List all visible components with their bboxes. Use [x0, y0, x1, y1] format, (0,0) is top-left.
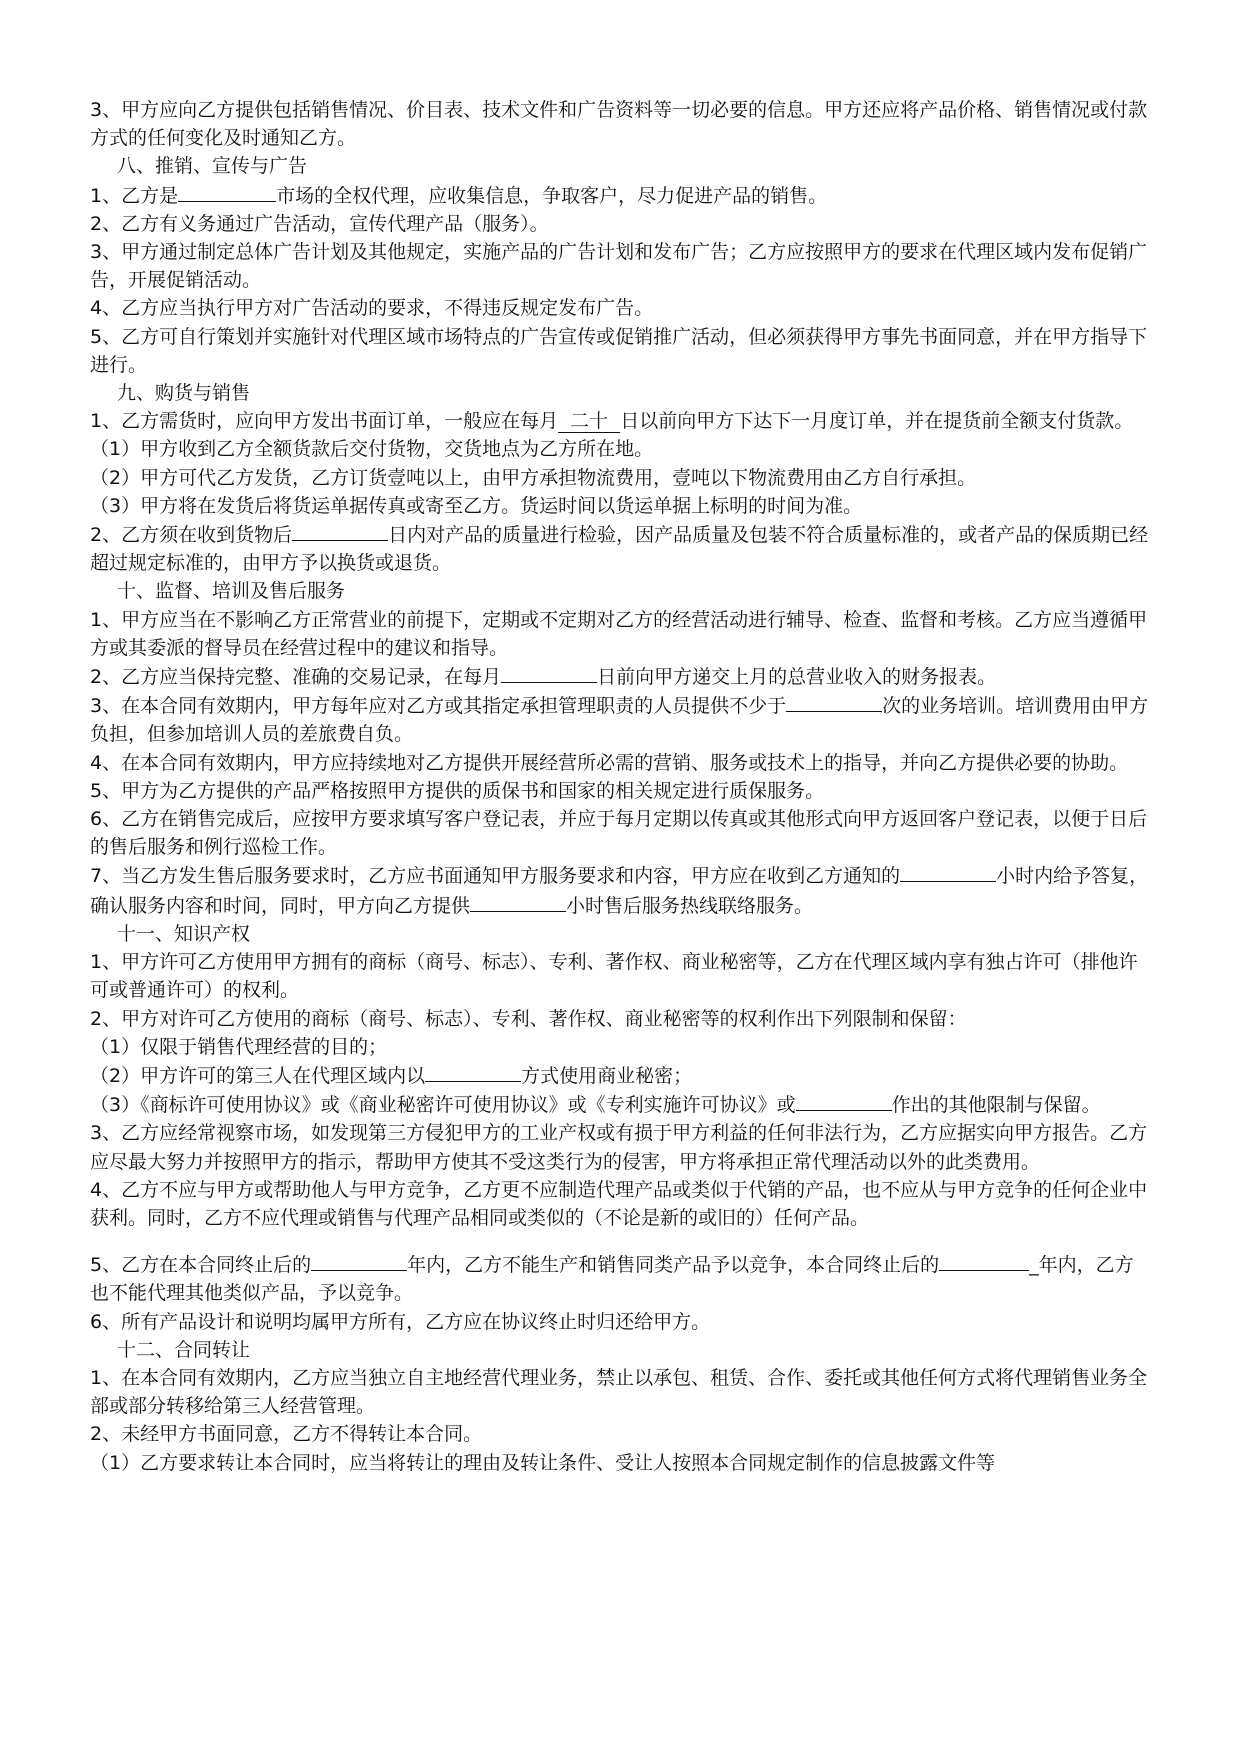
clause-8-5: 5、乙方可自行策划并实施针对代理区域市场特点的广告宣传或促销推广活动，但必须获得甲方事先书面同意，并在甲方指导下进行。 — [90, 325, 1148, 376]
section-heading-8: 八、推销、宣传与广告 — [117, 155, 308, 178]
blank-underline — [470, 891, 566, 912]
clause-text: （2）甲方许可的第三人在代理区域内以 — [90, 1064, 426, 1087]
section-heading-11: 十一、知识产权 — [117, 922, 251, 945]
clause-text: _年内，乙方也不能代理其他类似产品，予以竞争。 — [90, 1254, 1134, 1305]
clause-11-2-1: （1）仅限于销售代理经营的目的； — [90, 1035, 388, 1058]
blank-underline — [900, 861, 996, 882]
blank-underline — [939, 1250, 1029, 1271]
clause-11-2-3 — [90, 1090, 1152, 1119]
section-heading-10: 十、监督、培训及售后服务 — [117, 580, 346, 603]
clause-text: 次的业务培训。培训费用由甲方负担，但参加培训人员的差旅费自负。 — [90, 695, 1149, 746]
filled-blank: 二十 — [558, 410, 621, 433]
clause-text: （3）《商标许可使用协议》或《商业秘密许可使用协议》或《专利实施许可协议》或 — [90, 1094, 796, 1117]
clause-text: 作出的其他限制与保留。 — [891, 1094, 1101, 1117]
clause-9-1-1: （1）甲方收到乙方全额货款后交付货物，交货地点为乙方所在地。 — [90, 438, 654, 461]
blank-underline — [425, 1061, 521, 1082]
clause-10-7 — [90, 861, 1152, 919]
clause-text: 日前向甲方递交上月的总营业收入的财务报表。 — [597, 666, 997, 689]
clause-11-4: 4、乙方不应与甲方或帮助他人与甲方竞争，乙方更不应制造代理产品或类似于代销的产品，也不应从与甲方竞争的任何企业中获利。同时，乙方不应代理或销售与代理产品相同或类似的（不论是新的或旧的）任何产品。 — [90, 1178, 1148, 1229]
clause-10-4: 4、在本合同有效期内，甲方应持续地对乙方提供开展经营所必需的营销、服务或技术上的指导，并向乙方提供必要的协助。 — [90, 751, 1129, 774]
clause-9-2 — [90, 520, 1152, 577]
clause-text: 1、乙方是 — [90, 184, 179, 207]
clause-12-2: 2、未经甲方书面同意，乙方不得转让本合同。 — [90, 1423, 483, 1446]
clause-11-6: 6、所有产品设计和说明均属甲方所有，乙方应在协议终止时归还给甲方。 — [90, 1310, 711, 1333]
blank-underline — [796, 1090, 892, 1111]
clause-text: 小时售后服务热线联络服务。 — [566, 894, 814, 917]
clause-text: 5、乙方在本合同终止后的 — [90, 1254, 312, 1277]
clause-8-1 — [90, 181, 1152, 210]
clause-8-2: 2、乙方有义务通过广告活动，宣传代理产品（服务）。 — [90, 212, 549, 235]
blank-underline — [292, 520, 388, 541]
blank-underline — [501, 662, 597, 683]
clause-12-1: 1、在本合同有效期内，乙方应当独立自主地经营代理业务，禁止以承包、租赁、合作、委托或其他任何方式将代理销售业务全部或部分转移给第三人经营管理。 — [90, 1366, 1148, 1418]
clause-8-3: 3、甲方通过制定总体广告计划及其他规定，实施产品的广告计划和发布广告；乙方应按照甲方的要求在代理区域内发布促销广告，开展促销活动。 — [90, 241, 1148, 292]
section-heading-9: 九、购货与销售 — [117, 382, 251, 405]
clause-8-4: 4、乙方应当执行甲方对广告活动的要求，不得违反规定发布广告。 — [90, 297, 654, 320]
clause-9-1-3: （3）甲方将在发货后将货运单据传真或寄至乙方。货运时间以货运单据上标明的时间为准。 — [90, 494, 863, 517]
blank-underline — [786, 691, 882, 712]
clause-12-2-1: （1）乙方要求转让本合同时，应当将转让的理由及转让条件、受让人按照本合同规定制作的信息披露文件等 — [90, 1451, 996, 1474]
clause-10-2 — [90, 662, 1152, 691]
clause-7-3: 3、甲方应向乙方提供包括销售情况、价目表、技术文件和广告资料等一切必要的信息。甲方还应将产品价格、销售情况或付款方式的任何变化及时通知乙方。 — [90, 99, 1148, 150]
clause-text: 年内，乙方不能生产和销售同类产品予以竞争，本合同终止后的 — [407, 1254, 940, 1277]
clause-text: 3、在本合同有效期内，甲方每年应对乙方或其指定承担管理职责的人员提供不少于 — [90, 695, 787, 718]
clause-11-5 — [90, 1250, 1152, 1307]
clause-text: 市场的全权代理，应收集信息，争取客户，尽力促进产品的销售。 — [276, 184, 828, 207]
clause-10-3 — [90, 691, 1152, 748]
clause-text: 7、当乙方发生售后服务要求时，乙方应书面通知甲方服务要求和内容，甲方应在收到乙方通知的 — [90, 865, 901, 888]
clause-10-6: 6、乙方在销售完成后，应按甲方要求填写客户登记表，并应于每月定期以传真或其他形式向甲方返回客户登记表，以便于日后的售后服务和例行巡检工作。 — [90, 808, 1148, 859]
clause-text: 2、乙方须在收到货物后 — [90, 524, 293, 547]
blank-underline — [178, 181, 276, 202]
paragraph-gap — [90, 1232, 1152, 1250]
clause-10-5: 5、甲方为乙方提供的产品严格按照甲方提供的质保书和国家的相关规定进行质保服务。 — [90, 779, 825, 802]
clause-11-1: 1、甲方许可乙方使用甲方拥有的商标（商号、标志）、专利、著作权、商业秘密等，乙方在代理区域内享有独占许可（排他许可或普通许可）的权利。 — [90, 951, 1138, 1002]
clause-11-3: 3、乙方应经常视察市场，如发现第三方侵犯甲方的工业产权或有损于甲方利益的任何非法行为，乙方应据实向甲方报告。乙方应尽最大努力并按照甲方的指示，帮助甲方使其不受这类行为的侵害，甲方将承担正常代理活动以外的此类费用。 — [90, 1122, 1148, 1173]
clause-9-1 — [90, 407, 1152, 435]
clause-10-1: 1、甲方应当在不影响乙方正常营业的前提下，定期或不定期对乙方的经营活动进行辅导、检查、监督和考核。乙方应当遵循甲方或其委派的督导员在经营过程中的建议和指导。 — [90, 608, 1148, 659]
clause-text: 2、乙方应当保持完整、准确的交易记录，在每月 — [90, 666, 502, 689]
clause-text: 1、乙方需货时，应向甲方发出书面订单，一般应在每月 — [90, 410, 559, 433]
section-heading-12: 十二、合同转让 — [117, 1338, 251, 1361]
clause-text: 日内对产品的质量进行检验，因产品质量及包装不符合质量标准的，或者产品的保质期已经超过规定标准的，由甲方予以换货或退货。 — [90, 524, 1149, 575]
clause-text: 日以前向甲方下达下一月度订单，并在提货前全额支付货款。 — [620, 410, 1134, 433]
clause-11-2: 2、甲方对许可乙方使用的商标（商号、标志）、专利、著作权、商业秘密等的权利作出下列限制和保留： — [90, 1007, 967, 1030]
clause-9-1-2: （2）甲方可代乙方发货，乙方订货壹吨以上，由甲方承担物流费用，壹吨以下物流费用由乙方自行承担。 — [90, 466, 977, 489]
blank-underline — [311, 1250, 407, 1271]
clause-text: 小时内给予答复，确认服务内容和时间，同时，甲方向乙方提供 — [90, 865, 1149, 917]
clause-text: 方式使用商业秘密； — [521, 1064, 693, 1087]
clause-11-2-2 — [90, 1061, 1152, 1090]
